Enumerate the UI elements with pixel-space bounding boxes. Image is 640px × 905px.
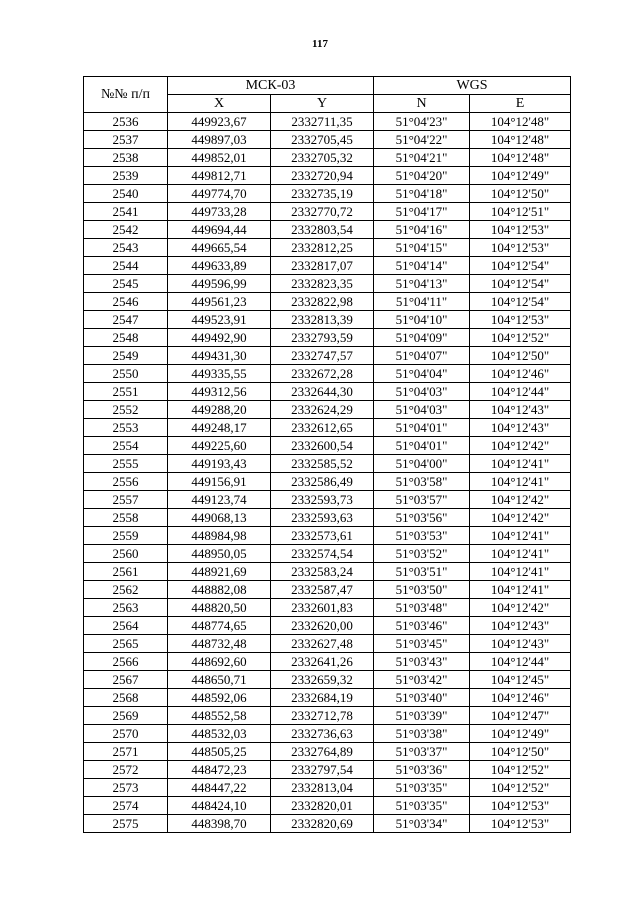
cell-n: 51°03'46" [374, 617, 470, 635]
cell-n: 51°03'34" [374, 815, 470, 833]
cell-n: 51°03'39" [374, 707, 470, 725]
cell-x: 449123,74 [168, 491, 271, 509]
cell-y: 2332817,07 [271, 257, 374, 275]
cell-e: 104°12'53" [470, 815, 571, 833]
cell-y: 2332705,32 [271, 149, 374, 167]
cell-n: 51°03'37" [374, 743, 470, 761]
cell-point-number: 2562 [84, 581, 168, 599]
table-row [84, 257, 571, 275]
cell-e: 104°12'46" [470, 365, 571, 383]
table-row [84, 383, 571, 401]
cell-point-number: 2570 [84, 725, 168, 743]
cell-e: 104°12'54" [470, 275, 571, 293]
cell-y: 2332823,35 [271, 275, 374, 293]
cell-y: 2332624,29 [271, 401, 374, 419]
table-row [84, 275, 571, 293]
cell-n: 51°03'56" [374, 509, 470, 527]
cell-x: 449897,03 [168, 131, 271, 149]
table-row [84, 347, 571, 365]
cell-point-number: 2569 [84, 707, 168, 725]
table-row [84, 473, 571, 491]
cell-point-number: 2545 [84, 275, 168, 293]
cell-point-number: 2544 [84, 257, 168, 275]
header-group-msk: МСК-03 [168, 77, 374, 95]
cell-x: 449248,17 [168, 419, 271, 437]
cell-y: 2332684,19 [271, 689, 374, 707]
cell-y: 2332641,26 [271, 653, 374, 671]
cell-point-number: 2573 [84, 779, 168, 797]
coordinates-table [83, 76, 571, 833]
cell-n: 51°03'57" [374, 491, 470, 509]
cell-n: 51°03'50" [374, 581, 470, 599]
table-row [84, 293, 571, 311]
header-point-number: №№ п/п [84, 77, 168, 113]
cell-e: 104°12'52" [470, 761, 571, 779]
cell-e: 104°12'41" [470, 455, 571, 473]
cell-e: 104°12'53" [470, 311, 571, 329]
table-row [84, 419, 571, 437]
header-x: X [168, 95, 271, 113]
cell-point-number: 2560 [84, 545, 168, 563]
cell-x: 448950,05 [168, 545, 271, 563]
cell-point-number: 2546 [84, 293, 168, 311]
header-n: N [374, 95, 470, 113]
table-row [84, 365, 571, 383]
cell-n: 51°03'42" [374, 671, 470, 689]
table-row [84, 599, 571, 617]
cell-x: 448984,98 [168, 527, 271, 545]
header-y: Y [271, 95, 374, 113]
cell-point-number: 2542 [84, 221, 168, 239]
cell-x: 449225,60 [168, 437, 271, 455]
cell-point-number: 2548 [84, 329, 168, 347]
table-row [84, 815, 571, 833]
cell-n: 51°04'11" [374, 293, 470, 311]
table-row [84, 761, 571, 779]
cell-y: 2332644,30 [271, 383, 374, 401]
cell-e: 104°12'42" [470, 599, 571, 617]
table-row [84, 671, 571, 689]
cell-y: 2332659,32 [271, 671, 374, 689]
cell-point-number: 2547 [84, 311, 168, 329]
cell-e: 104°12'50" [470, 347, 571, 365]
cell-e: 104°12'41" [470, 545, 571, 563]
cell-e: 104°12'47" [470, 707, 571, 725]
table-row [84, 167, 571, 185]
cell-x: 449492,90 [168, 329, 271, 347]
cell-x: 449812,71 [168, 167, 271, 185]
cell-n: 51°04'21" [374, 149, 470, 167]
cell-point-number: 2552 [84, 401, 168, 419]
cell-x: 449523,91 [168, 311, 271, 329]
cell-y: 2332770,72 [271, 203, 374, 221]
cell-n: 51°04'01" [374, 419, 470, 437]
cell-x: 448774,65 [168, 617, 271, 635]
cell-y: 2332813,39 [271, 311, 374, 329]
cell-e: 104°12'43" [470, 401, 571, 419]
cell-point-number: 2539 [84, 167, 168, 185]
cell-x: 449596,99 [168, 275, 271, 293]
cell-x: 449193,43 [168, 455, 271, 473]
cell-x: 448447,22 [168, 779, 271, 797]
cell-x: 449288,20 [168, 401, 271, 419]
cell-n: 51°03'52" [374, 545, 470, 563]
table-row [84, 563, 571, 581]
cell-e: 104°12'48" [470, 131, 571, 149]
table-row [84, 131, 571, 149]
cell-x: 448921,69 [168, 563, 271, 581]
table-row [84, 221, 571, 239]
cell-n: 51°03'45" [374, 635, 470, 653]
cell-e: 104°12'41" [470, 473, 571, 491]
table-body [84, 113, 571, 833]
table-row [84, 149, 571, 167]
cell-y: 2332620,00 [271, 617, 374, 635]
cell-y: 2332574,54 [271, 545, 374, 563]
cell-y: 2332627,48 [271, 635, 374, 653]
cell-point-number: 2558 [84, 509, 168, 527]
table-row [84, 329, 571, 347]
table-row [84, 491, 571, 509]
cell-y: 2332720,94 [271, 167, 374, 185]
cell-e: 104°12'41" [470, 563, 571, 581]
cell-e: 104°12'52" [470, 779, 571, 797]
cell-e: 104°12'49" [470, 167, 571, 185]
header-group-wgs: WGS [374, 77, 571, 95]
cell-point-number: 2574 [84, 797, 168, 815]
table-row [84, 743, 571, 761]
cell-n: 51°03'36" [374, 761, 470, 779]
cell-point-number: 2575 [84, 815, 168, 833]
cell-n: 51°04'13" [374, 275, 470, 293]
cell-e: 104°12'53" [470, 797, 571, 815]
table-row [84, 203, 571, 221]
cell-x: 448592,06 [168, 689, 271, 707]
cell-e: 104°12'43" [470, 419, 571, 437]
table-row [84, 311, 571, 329]
cell-e: 104°12'52" [470, 329, 571, 347]
cell-point-number: 2555 [84, 455, 168, 473]
cell-e: 104°12'43" [470, 635, 571, 653]
cell-x: 448820,50 [168, 599, 271, 617]
table-row [84, 635, 571, 653]
cell-n: 51°03'35" [374, 779, 470, 797]
cell-y: 2332735,19 [271, 185, 374, 203]
cell-y: 2332593,63 [271, 509, 374, 527]
table-header [84, 77, 571, 113]
cell-point-number: 2549 [84, 347, 168, 365]
cell-e: 104°12'50" [470, 743, 571, 761]
cell-y: 2332764,89 [271, 743, 374, 761]
cell-point-number: 2566 [84, 653, 168, 671]
cell-e: 104°12'53" [470, 239, 571, 257]
table-row [84, 779, 571, 797]
cell-e: 104°12'45" [470, 671, 571, 689]
table-row [84, 617, 571, 635]
table-row [84, 797, 571, 815]
cell-n: 51°03'53" [374, 527, 470, 545]
cell-n: 51°03'51" [374, 563, 470, 581]
cell-y: 2332672,28 [271, 365, 374, 383]
cell-e: 104°12'42" [470, 437, 571, 455]
cell-e: 104°12'46" [470, 689, 571, 707]
cell-x: 448552,58 [168, 707, 271, 725]
table-row [84, 185, 571, 203]
table-row [84, 707, 571, 725]
cell-n: 51°04'10" [374, 311, 470, 329]
cell-n: 51°04'14" [374, 257, 470, 275]
cell-point-number: 2563 [84, 599, 168, 617]
cell-x: 449068,13 [168, 509, 271, 527]
cell-e: 104°12'53" [470, 221, 571, 239]
cell-point-number: 2565 [84, 635, 168, 653]
cell-n: 51°04'09" [374, 329, 470, 347]
cell-y: 2332797,54 [271, 761, 374, 779]
table-row [84, 527, 571, 545]
header-e: E [470, 95, 571, 113]
cell-n: 51°04'18" [374, 185, 470, 203]
table-row [84, 581, 571, 599]
table-row [84, 455, 571, 473]
cell-n: 51°04'01" [374, 437, 470, 455]
cell-y: 2332587,47 [271, 581, 374, 599]
cell-n: 51°04'16" [374, 221, 470, 239]
cell-e: 104°12'51" [470, 203, 571, 221]
cell-y: 2332712,78 [271, 707, 374, 725]
cell-point-number: 2541 [84, 203, 168, 221]
cell-e: 104°12'41" [470, 527, 571, 545]
cell-y: 2332705,45 [271, 131, 374, 149]
cell-n: 51°04'04" [374, 365, 470, 383]
cell-point-number: 2572 [84, 761, 168, 779]
table-row [84, 239, 571, 257]
cell-x: 449774,70 [168, 185, 271, 203]
cell-n: 51°03'35" [374, 797, 470, 815]
cell-y: 2332813,04 [271, 779, 374, 797]
cell-x: 449156,91 [168, 473, 271, 491]
cell-x: 448505,25 [168, 743, 271, 761]
cell-n: 51°04'17" [374, 203, 470, 221]
cell-y: 2332747,57 [271, 347, 374, 365]
cell-point-number: 2559 [84, 527, 168, 545]
cell-y: 2332573,61 [271, 527, 374, 545]
cell-n: 51°04'00" [374, 455, 470, 473]
cell-y: 2332812,25 [271, 239, 374, 257]
cell-x: 448472,23 [168, 761, 271, 779]
cell-x: 448692,60 [168, 653, 271, 671]
cell-point-number: 2557 [84, 491, 168, 509]
cell-point-number: 2571 [84, 743, 168, 761]
cell-e: 104°12'43" [470, 617, 571, 635]
cell-x: 448398,70 [168, 815, 271, 833]
table-row [84, 725, 571, 743]
page-number: 117 [312, 38, 328, 50]
table-row [84, 509, 571, 527]
cell-e: 104°12'50" [470, 185, 571, 203]
cell-y: 2332803,54 [271, 221, 374, 239]
cell-y: 2332586,49 [271, 473, 374, 491]
cell-point-number: 2564 [84, 617, 168, 635]
cell-n: 51°03'48" [374, 599, 470, 617]
cell-point-number: 2556 [84, 473, 168, 491]
cell-e: 104°12'48" [470, 149, 571, 167]
cell-point-number: 2568 [84, 689, 168, 707]
table-row [84, 437, 571, 455]
cell-x: 449431,30 [168, 347, 271, 365]
cell-x: 448882,08 [168, 581, 271, 599]
cell-x: 448650,71 [168, 671, 271, 689]
cell-x: 448532,03 [168, 725, 271, 743]
cell-e: 104°12'44" [470, 383, 571, 401]
cell-n: 51°03'40" [374, 689, 470, 707]
cell-x: 448424,10 [168, 797, 271, 815]
cell-x: 449633,89 [168, 257, 271, 275]
table-row [84, 545, 571, 563]
cell-n: 51°03'58" [374, 473, 470, 491]
cell-y: 2332612,65 [271, 419, 374, 437]
cell-e: 104°12'44" [470, 653, 571, 671]
cell-y: 2332600,54 [271, 437, 374, 455]
cell-point-number: 2538 [84, 149, 168, 167]
cell-y: 2332711,35 [271, 113, 374, 131]
cell-point-number: 2561 [84, 563, 168, 581]
cell-x: 449694,44 [168, 221, 271, 239]
cell-y: 2332820,69 [271, 815, 374, 833]
table-row [84, 401, 571, 419]
cell-n: 51°04'03" [374, 401, 470, 419]
cell-x: 449335,55 [168, 365, 271, 383]
cell-point-number: 2567 [84, 671, 168, 689]
cell-n: 51°04'22" [374, 131, 470, 149]
cell-y: 2332820,01 [271, 797, 374, 815]
cell-y: 2332736,63 [271, 725, 374, 743]
cell-n: 51°04'23" [374, 113, 470, 131]
table-row [84, 113, 571, 131]
cell-point-number: 2550 [84, 365, 168, 383]
cell-n: 51°03'38" [374, 725, 470, 743]
cell-n: 51°04'07" [374, 347, 470, 365]
cell-y: 2332793,59 [271, 329, 374, 347]
cell-point-number: 2551 [84, 383, 168, 401]
cell-x: 449665,54 [168, 239, 271, 257]
cell-x: 449561,23 [168, 293, 271, 311]
cell-x: 449923,67 [168, 113, 271, 131]
cell-point-number: 2553 [84, 419, 168, 437]
cell-e: 104°12'49" [470, 725, 571, 743]
cell-y: 2332585,52 [271, 455, 374, 473]
cell-e: 104°12'54" [470, 257, 571, 275]
table-row [84, 653, 571, 671]
cell-point-number: 2537 [84, 131, 168, 149]
cell-e: 104°12'41" [470, 581, 571, 599]
cell-x: 449312,56 [168, 383, 271, 401]
cell-n: 51°03'43" [374, 653, 470, 671]
cell-n: 51°04'03" [374, 383, 470, 401]
cell-e: 104°12'54" [470, 293, 571, 311]
cell-y: 2332601,83 [271, 599, 374, 617]
cell-point-number: 2536 [84, 113, 168, 131]
cell-n: 51°04'20" [374, 167, 470, 185]
cell-y: 2332593,73 [271, 491, 374, 509]
cell-point-number: 2554 [84, 437, 168, 455]
cell-e: 104°12'42" [470, 491, 571, 509]
cell-n: 51°04'15" [374, 239, 470, 257]
cell-y: 2332822,98 [271, 293, 374, 311]
cell-point-number: 2543 [84, 239, 168, 257]
table-row [84, 689, 571, 707]
cell-point-number: 2540 [84, 185, 168, 203]
cell-e: 104°12'48" [470, 113, 571, 131]
cell-e: 104°12'42" [470, 509, 571, 527]
cell-x: 449733,28 [168, 203, 271, 221]
cell-x: 449852,01 [168, 149, 271, 167]
cell-x: 448732,48 [168, 635, 271, 653]
cell-y: 2332583,24 [271, 563, 374, 581]
